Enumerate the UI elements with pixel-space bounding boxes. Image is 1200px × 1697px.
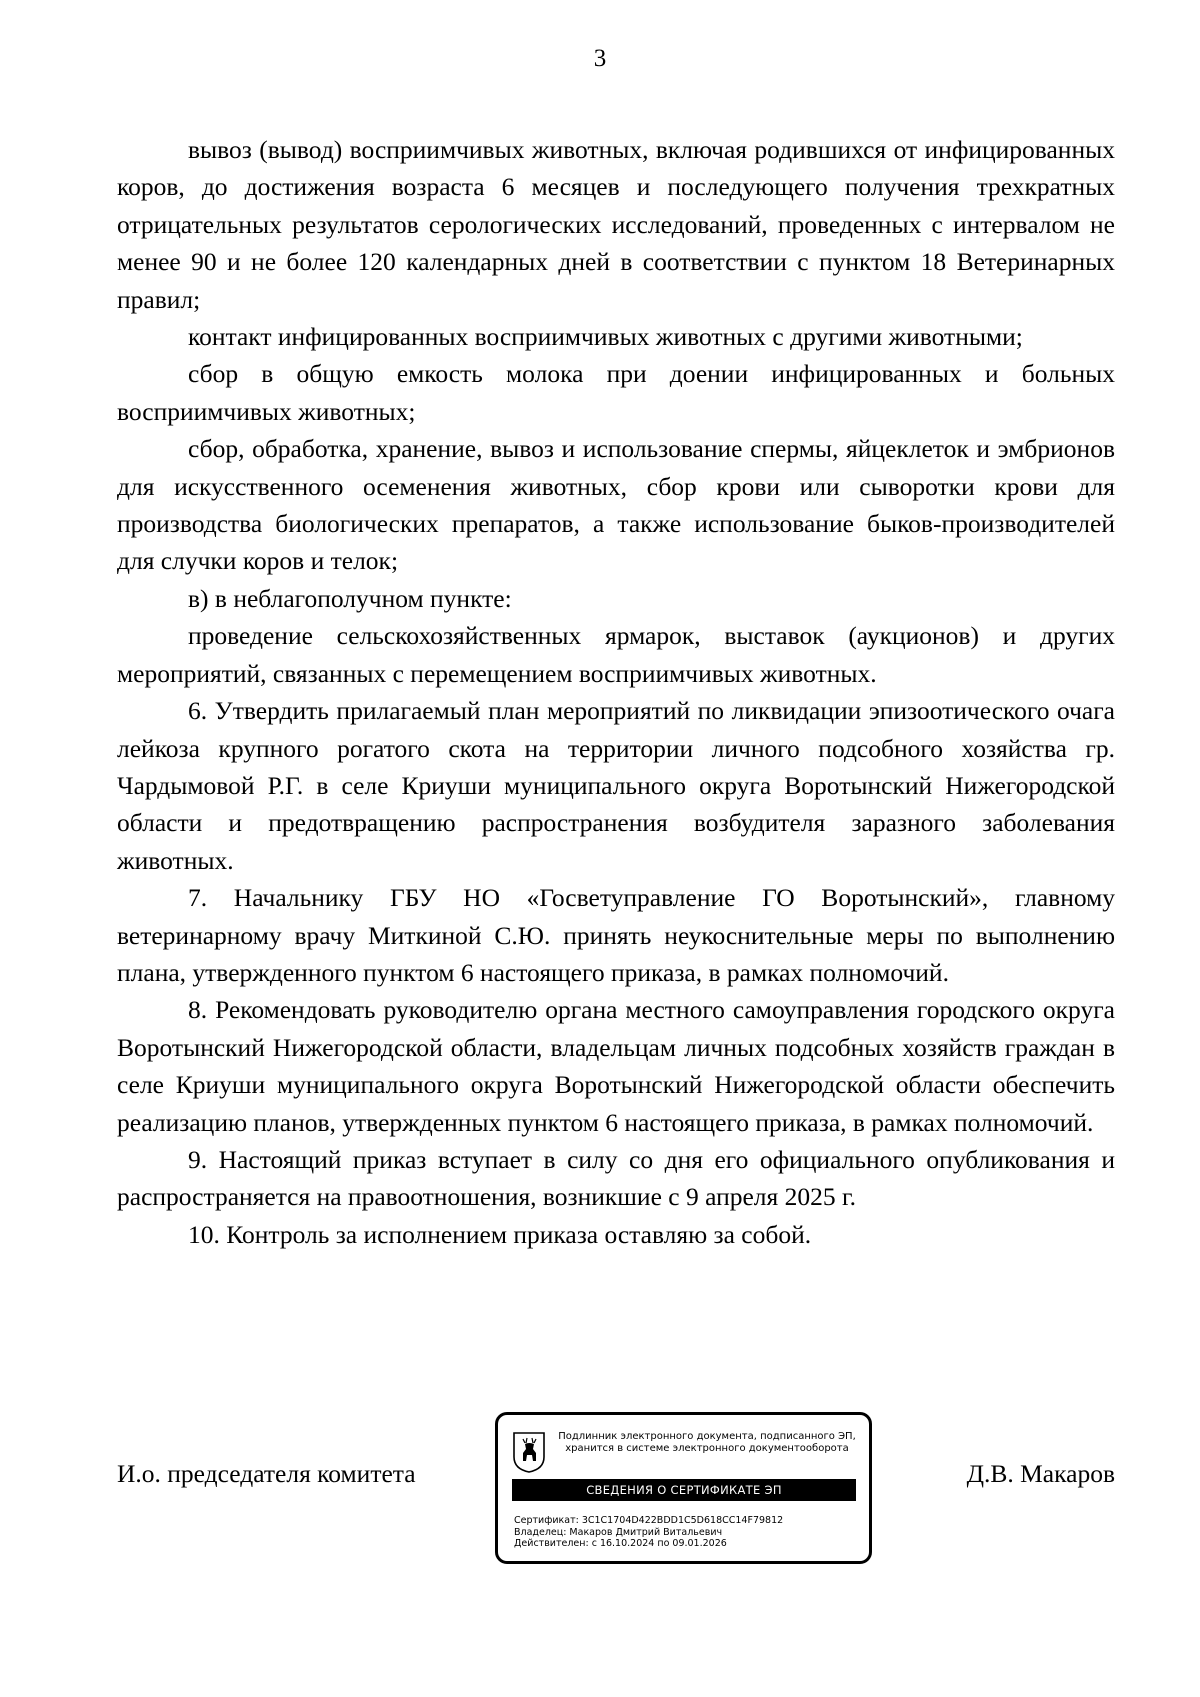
page-number: 3	[593, 45, 607, 72]
stamp-header-line: хранится в системе электронного документооборота	[565, 1443, 849, 1454]
body-paragraph: сбор, обработка, хранение, вывоз и использование спермы, яйцеклеток и эмбрионов для искусственного осеменения животных, сбор крови или сыворотки крови для производства биологических препаратов, а также использование быков-производителей для случки коров и телок;	[117, 434, 1115, 576]
stamp-header	[552, 1431, 862, 1455]
document-body	[117, 131, 1115, 1253]
certificate-details	[514, 1515, 858, 1550]
body-paragraph: вывоз (вывод) восприимчивых животных, включая родившихся от инфицированных коров, до достижения возраста 6 месяцев и последующего получения трехкратных отрицательных результатов серологических исследований, проведенных с интервалом не менее 90 и не более 120 календарных дней в соответствии с пунктом 18 Ветеринарных правил;	[117, 135, 1115, 314]
signer-name: Д.В. Макаров	[966, 1459, 1115, 1488]
signature-block	[117, 1412, 1115, 1582]
body-paragraph: сбор в общую емкость молока при доении инфицированных и больных восприимчивых животных;	[117, 359, 1115, 426]
body-paragraph: 8. Рекомендовать руководителю органа местного самоуправления городского округа Воротынский Нижегородской области, владельцам личных подсобных хозяйств граждан в селе Криуши муниципального округа Воротынский Нижегородской области обеспечить реализацию планов, утвержденных пунктом 6 настоящего приказа, в рамках полномочий.	[117, 995, 1115, 1137]
body-paragraph: контакт инфицированных восприимчивых животных с другими животными;	[188, 322, 1023, 352]
certificate-info-bar: СВЕДЕНИЯ О СЕРТИФИКАТЕ ЭП	[512, 1479, 856, 1501]
deer-emblem-icon	[512, 1431, 546, 1473]
certificate-validity: Действителен: с 16.10.2024 по 09.01.2026	[514, 1538, 727, 1549]
signer-title: И.о. председателя комитета	[117, 1459, 416, 1488]
electronic-signature-stamp	[495, 1412, 872, 1564]
certificate-owner: Владелец: Макаров Дмитрий Витальевич	[514, 1526, 723, 1538]
body-paragraph: 9. Настоящий приказ вступает в силу со дня его официального опубликования и распространяется на правоотношения, возникшие с 9 апреля 2025 г.	[117, 1144, 1115, 1212]
body-paragraph: 7. Начальнику ГБУ НО «Госветуправление ГО Воротынский», главному ветеринарному врачу Миткиной С.Ю. принять неукоснительные меры по выполнению плана, утвержденного пунктом 6 настоящего приказа, в рамках полномочий.	[117, 883, 1115, 987]
body-paragraph: 10. Контроль за исполнением приказа оставляю за собой.	[188, 1219, 812, 1249]
body-paragraph: проведение сельскохозяйственных ярмарок, выставок (аукционов) и других мероприятий, связанных с перемещением восприимчивых животных.	[117, 621, 1115, 688]
body-paragraph: 6. Утвердить прилагаемый план мероприятий по ликвидации эпизоотического очага лейкоза крупного рогатого скота на территории личного подсобного хозяйства гр. Чардымовой Р.Г. в селе Криуши муниципального округа Воротынский Нижегородской области и предотвращению распространения возбудителя заразного заболевания животных.	[117, 696, 1115, 875]
certificate-number: Сертификат: 3C1C1704D422BDD1C5D618CC14F79812	[514, 1515, 784, 1526]
body-paragraph: в) в неблагополучном пункте:	[188, 583, 512, 613]
stamp-header-line: Подлинник электронного документа, подписанного ЭП,	[558, 1431, 856, 1442]
